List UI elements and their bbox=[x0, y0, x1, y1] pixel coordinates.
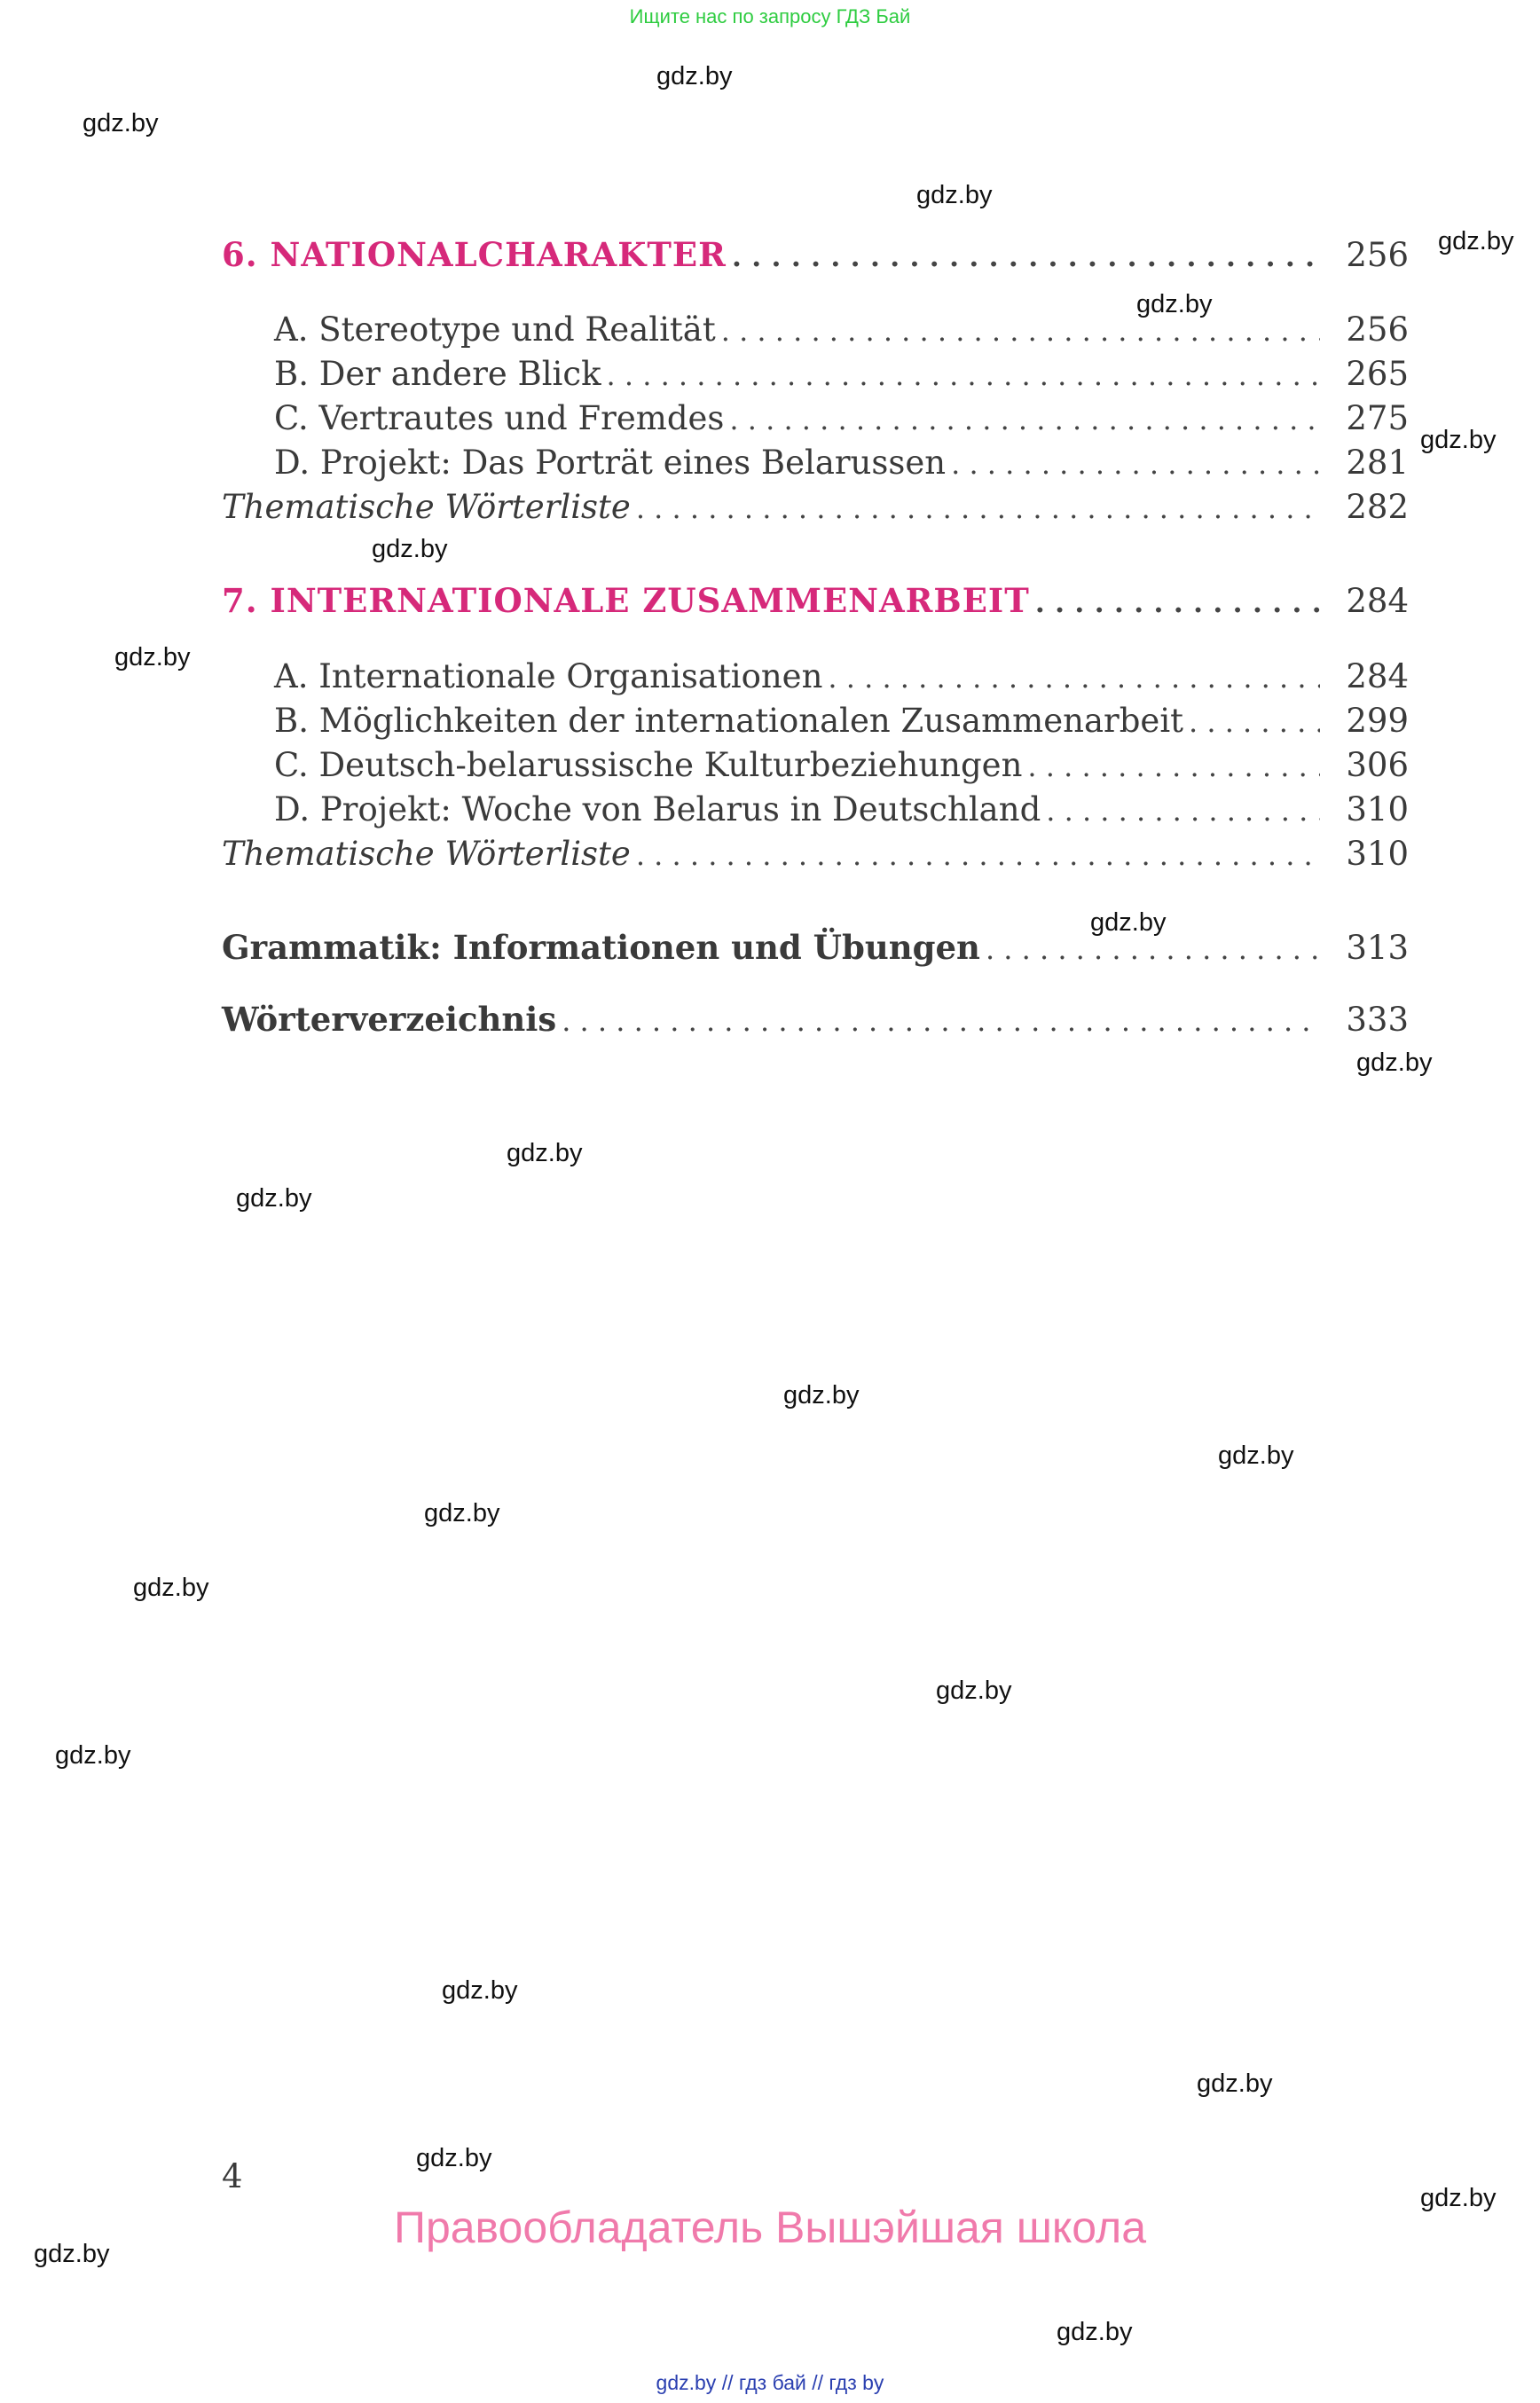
toc-leader-dots bbox=[1189, 700, 1320, 744]
toc-item-title: A. Stereotype und Realität bbox=[274, 310, 716, 349]
watermark: gdz.by bbox=[916, 181, 993, 209]
toc-item[interactable] bbox=[274, 397, 1409, 441]
watermark: gdz.by bbox=[1420, 2184, 1497, 2212]
toc-chapter-title: 7. INTERNATIONALE ZUSAMMENARBEIT bbox=[222, 581, 1030, 620]
toc-item[interactable] bbox=[274, 788, 1409, 832]
toc-page-number: 275 bbox=[1346, 399, 1409, 437]
toc-chapter-7[interactable] bbox=[222, 578, 1409, 623]
toc-leader-dots bbox=[607, 353, 1320, 397]
toc-grammar[interactable] bbox=[222, 925, 1409, 970]
toc-page-number: 256 bbox=[1346, 310, 1409, 349]
toc-leader-dots bbox=[636, 486, 1320, 530]
toc-wordlist[interactable] bbox=[222, 485, 1409, 530]
watermark: gdz.by bbox=[372, 535, 448, 563]
toc-leader-dots bbox=[732, 234, 1320, 279]
top-banner: Ищите нас по запросу ГДЗ Бай bbox=[629, 5, 911, 27]
toc-item-title: Wörterverzeichnis bbox=[222, 1000, 557, 1039]
toc-glossary[interactable] bbox=[222, 997, 1409, 1041]
toc-item-title: C. Deutsch-belarussische Kulturbeziehungen bbox=[274, 746, 1023, 784]
toc-page-number: 281 bbox=[1346, 444, 1409, 482]
toc-leader-dots bbox=[1046, 789, 1320, 833]
watermark: gdz.by bbox=[783, 1381, 860, 1410]
toc-item-title: Thematische Wörterliste bbox=[222, 835, 631, 873]
toc-leader-dots bbox=[562, 999, 1320, 1043]
toc-item-title: D. Projekt: Das Porträt eines Belarussen bbox=[274, 444, 947, 482]
watermark: gdz.by bbox=[82, 109, 159, 137]
toc-leader-dots bbox=[1035, 580, 1320, 624]
toc-item-title: Thematische Wörterliste bbox=[222, 488, 631, 526]
toc-leader-dots bbox=[636, 833, 1320, 877]
toc-leader-dots bbox=[828, 656, 1320, 700]
watermark: gdz.by bbox=[1218, 1441, 1294, 1470]
toc-item-title: D. Projekt: Woche von Belarus in Deutschland bbox=[274, 790, 1041, 828]
toc-item[interactable] bbox=[274, 743, 1409, 788]
watermark: gdz.by bbox=[656, 62, 733, 90]
toc-chapter-6[interactable] bbox=[222, 232, 1409, 277]
watermark: gdz.by bbox=[416, 2144, 492, 2172]
watermark: gdz.by bbox=[1356, 1048, 1433, 1077]
watermark: gdz.by bbox=[424, 1499, 500, 1527]
toc-page-number: 306 bbox=[1346, 746, 1409, 784]
watermark: gdz.by bbox=[936, 1677, 1012, 1705]
watermark: gdz.by bbox=[1438, 227, 1514, 255]
watermark: gdz.by bbox=[507, 1139, 583, 1167]
watermark: gdz.by bbox=[236, 1184, 312, 1213]
toc-leader-dots bbox=[721, 309, 1320, 353]
toc-page-number: 284 bbox=[1346, 582, 1409, 620]
toc-item[interactable] bbox=[274, 699, 1409, 743]
toc-page-number: 299 bbox=[1346, 702, 1409, 740]
toc-page-number: 310 bbox=[1346, 790, 1409, 828]
toc-page-number: 310 bbox=[1346, 835, 1409, 873]
toc-item[interactable] bbox=[274, 441, 1409, 485]
toc-item[interactable] bbox=[274, 352, 1409, 397]
toc-wordlist[interactable] bbox=[222, 832, 1409, 876]
toc-page-number: 282 bbox=[1346, 488, 1409, 526]
watermark: gdz.by bbox=[1057, 2318, 1133, 2346]
toc-page-number: 313 bbox=[1346, 929, 1409, 967]
toc-item-title: Grammatik: Informationen und Übungen bbox=[222, 928, 980, 967]
watermark: gdz.by bbox=[442, 1976, 518, 2005]
toc-page-number: 256 bbox=[1346, 236, 1409, 274]
toc-item[interactable] bbox=[274, 655, 1409, 699]
watermark: gdz.by bbox=[1197, 2069, 1273, 2098]
toc-item-title: B. Möglichkeiten der internationalen Zusammenarbeit bbox=[274, 702, 1184, 740]
toc-page-number: 284 bbox=[1346, 657, 1409, 695]
watermark: gdz.by bbox=[133, 1574, 209, 1602]
page-number: 4 bbox=[222, 2157, 243, 2195]
watermark: gdz.by bbox=[55, 1741, 131, 1770]
toc-chapter-title: 6. NATIONALCHARAKTER bbox=[222, 235, 727, 274]
watermark: gdz.by bbox=[1420, 426, 1497, 454]
watermark: gdz.by bbox=[1090, 908, 1167, 937]
toc-leader-dots bbox=[1027, 744, 1320, 789]
toc-item-title: C. Vertrautes und Fremdes bbox=[274, 399, 725, 437]
footer-links[interactable]: gdz.by // гдз бай // гдз by bbox=[656, 2371, 884, 2394]
toc-item-title: B. Der andere Blick bbox=[274, 355, 601, 393]
toc-page-number: 265 bbox=[1346, 355, 1409, 393]
toc-page-number: 333 bbox=[1346, 1001, 1409, 1039]
watermark: gdz.by bbox=[1136, 290, 1213, 318]
watermark: gdz.by bbox=[114, 643, 191, 671]
toc-leader-dots bbox=[951, 442, 1320, 486]
rights-holder: Правообладатель Вышэйшая школа bbox=[394, 2203, 1146, 2252]
toc-item[interactable] bbox=[274, 308, 1409, 352]
toc-item-title: A. Internationale Organisationen bbox=[274, 657, 823, 695]
toc-leader-dots bbox=[729, 397, 1320, 442]
watermark: gdz.by bbox=[34, 2240, 110, 2268]
